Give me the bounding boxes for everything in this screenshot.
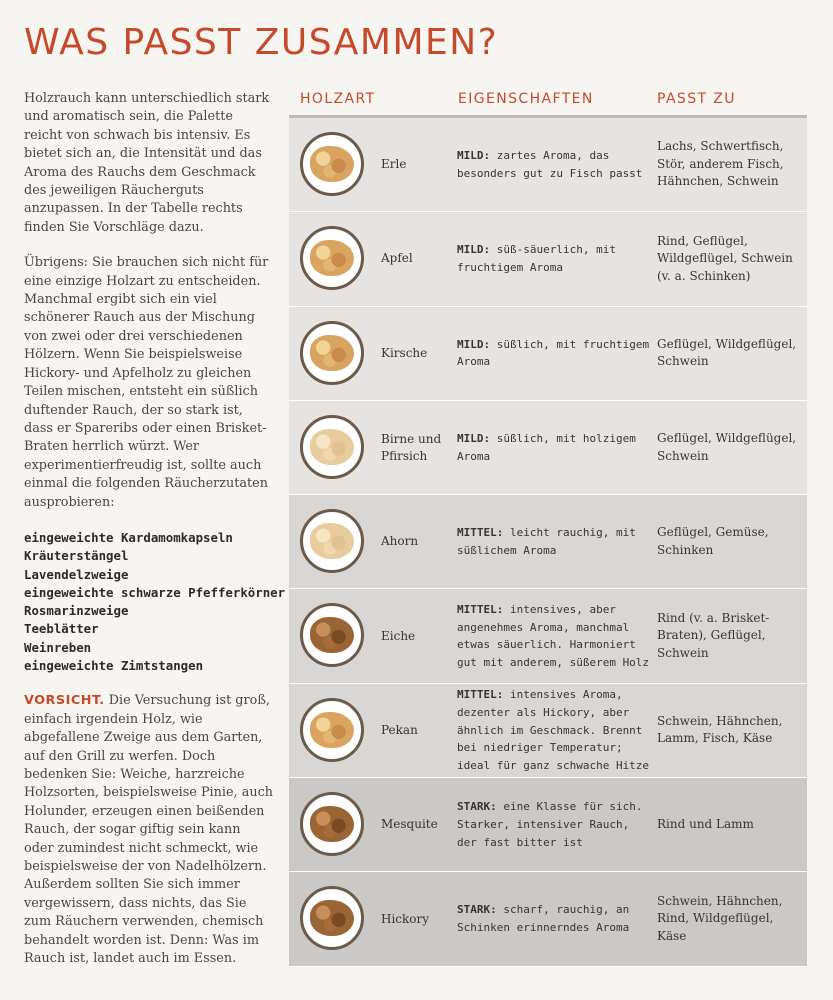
strength-label: MITTEL: [457,602,504,616]
strength-label: MILD: [457,243,491,257]
table-row [289,589,807,683]
table-row [289,778,807,872]
table-row [289,212,807,306]
strength-label: STARK: [457,800,497,814]
warning-label: VORSICHT. [24,693,105,709]
wood-properties [457,589,652,682]
strength-label: MILD: [457,431,491,445]
page-title: WAS PASST ZUSAMMEN? [24,22,499,63]
warning-paragraph [24,692,274,968]
wood-chips-image [300,603,364,667]
wood-chips-image [300,321,364,385]
intro-column [24,90,286,985]
table-header [290,88,807,114]
strength-label: MILD: [457,149,491,163]
property-text: scharf, rauchig, an Schinken erinnerndes Aroma [457,903,630,935]
wood-properties [457,872,652,965]
list-item: Lavendelzweige [24,566,129,582]
wood-pairing-table [289,115,807,978]
strength-label: MILD: [457,337,491,351]
wood-name: Eiche [381,628,416,643]
table-row [289,872,807,966]
table-row [289,684,807,778]
tip-paragraph: Übrigens: Sie brauchen sich nicht für eine einzige Holzart zu entscheiden. Manchmal ergibt sich ein viel schönerer Rauch aus der Mischung von zwei oder drei verschiedenen Hölzern. Wenn Sie beispielsweise Hickory- und Apfelholz zu gleichen Teilen mischen, entsteht ein süßlich duftender Rauch, der so stark ist, dass er Spareribs oder einen Brisket-Braten herrlich würzt. Wer experimentierfreudig ist, sollte auch einmal die folgenden Räucherzutaten ausprobieren: [24,255,269,510]
pairing-text: Rind, Geflügel, Wildgeflügel, Schwein (v. a. Schinken) [657,233,793,283]
wood-chips-image [300,415,364,479]
wood-properties [457,401,652,494]
wood-name: Hickory [381,911,430,926]
wood-name: Erle [381,157,407,172]
list-item: Rosmarinzweige [24,603,129,619]
table-row [289,307,807,401]
wood-name: Mesquite [381,817,438,832]
wood-name: Birne und Pfirsich [381,431,442,463]
list-item: eingeweichte Kardamomkapseln [24,529,233,545]
wood-name: Apfel [381,251,413,266]
table-row [289,118,807,212]
warning-text: Die Versuchung ist groß, einfach irgendein Holz, wie abgefallene Zweige aus dem Garten, auf den Grill zu werfen. Doch bedenken Sie: Weiche, harzreiche Holzsorten, beispielsweise Pinie, auch Holunder, erzeugen einen beißenden Rauch, der sogar giftig sein kann oder zumindest nicht schmeckt, wie beispielsweise der von Nadelhölzern. Außerdem sollten Sie sich immer vergewissern, dass nichts, das Sie zum Räuchern verwenden, chemisch behandelt worden ist. Denn: Was im Rauch ist, landet auch im Essen. [24,693,273,966]
wood-properties [457,212,652,305]
smoking-additions-list [24,529,286,675]
wood-chips-image [300,132,364,196]
wood-properties [457,118,652,211]
pairing-text: Geflügel, Gemüse, Schinken [657,525,769,557]
strength-label: MITTEL: [457,688,504,702]
strength-label: STARK: [457,903,497,917]
list-item: Teeblätter [24,621,99,637]
wood-name: Kirsche [381,345,428,360]
wood-properties [457,778,652,871]
list-item: Weinreben [24,639,92,655]
table-row [289,401,807,495]
property-text: leicht rauchig, mit süßlichem Aroma [457,526,636,557]
list-item: eingeweichte schwarze Pfefferkörner [24,584,286,600]
column-header-pairs: PASST ZU [657,91,736,107]
property-text: süßlich, mit fruchtigem Aroma [457,337,650,369]
wood-properties [457,307,652,400]
wood-chips-image [300,792,364,856]
list-item: Kräuterstängel [24,548,129,564]
property-text: süß-säuerlich, mit fruchtigem Aroma [457,243,616,274]
strength-label: MITTEL: [457,526,504,540]
column-header-properties: EIGENSCHAFTEN [458,91,594,107]
wood-properties [457,684,652,777]
pairing-text: Geflügel, Wildgeflügel, Schwein [657,430,797,463]
wood-chips-image [300,698,364,762]
wood-chips-image [300,226,364,290]
pairing-text: Rind und Lamm [657,816,754,831]
wood-properties [457,495,652,588]
pairing-text: Schwein, Hähnchen, Lamm, Fisch, Käse [657,713,783,746]
wood-name: Ahorn [381,534,419,549]
pairing-text: Rind (v. a. Brisket-Braten), Geflügel, Schwein [657,610,770,660]
property-text: intensives, aber angenehmes Aroma, manchmal etwas säuerlich. Harmoniert gut mit anderem, süßerem Holz [457,602,650,669]
pairing-text: Lachs, Schwertfisch, Stör, anderem Fisch, Hähnchen, Schwein [657,139,784,189]
table-row [289,495,807,589]
property-text: süßlich, mit holzigem Aroma [457,431,636,463]
list-item: eingeweichte Zimtstangen [24,658,204,674]
wood-name: Pekan [381,722,418,737]
pairing-text: Schwein, Hähnchen, Rind, Wildgeflügel, Käse [657,893,783,943]
property-text: intensives Aroma, dezenter als Hickory, aber ähnlich im Geschmack. Brennt bei niedriger Temperatur; ideal für ganz schwache Hitze [457,688,650,772]
intro-paragraph: Holzrauch kann unterschiedlich stark und aromatisch sein, die Palette reicht von schwach bis intensiv. Es bietet sich an, die Intensität und das Aroma des Rauchs dem Geschmack des jeweiligen Räucherguts anzupassen. In der Tabelle rechts finden Sie Vorschläge dazu. [24,91,270,235]
column-header-wood: HOLZART [300,91,376,107]
property-text: zartes Aroma, das besonders gut zu Fisch passt [457,149,643,180]
wood-chips-image [300,509,364,573]
pairing-text: Geflügel, Wildgeflügel, Schwein [657,336,797,369]
property-text: eine Klasse für sich. Starker, intensiver Rauch, der fast bitter ist [457,800,643,849]
wood-chips-image [300,886,364,950]
